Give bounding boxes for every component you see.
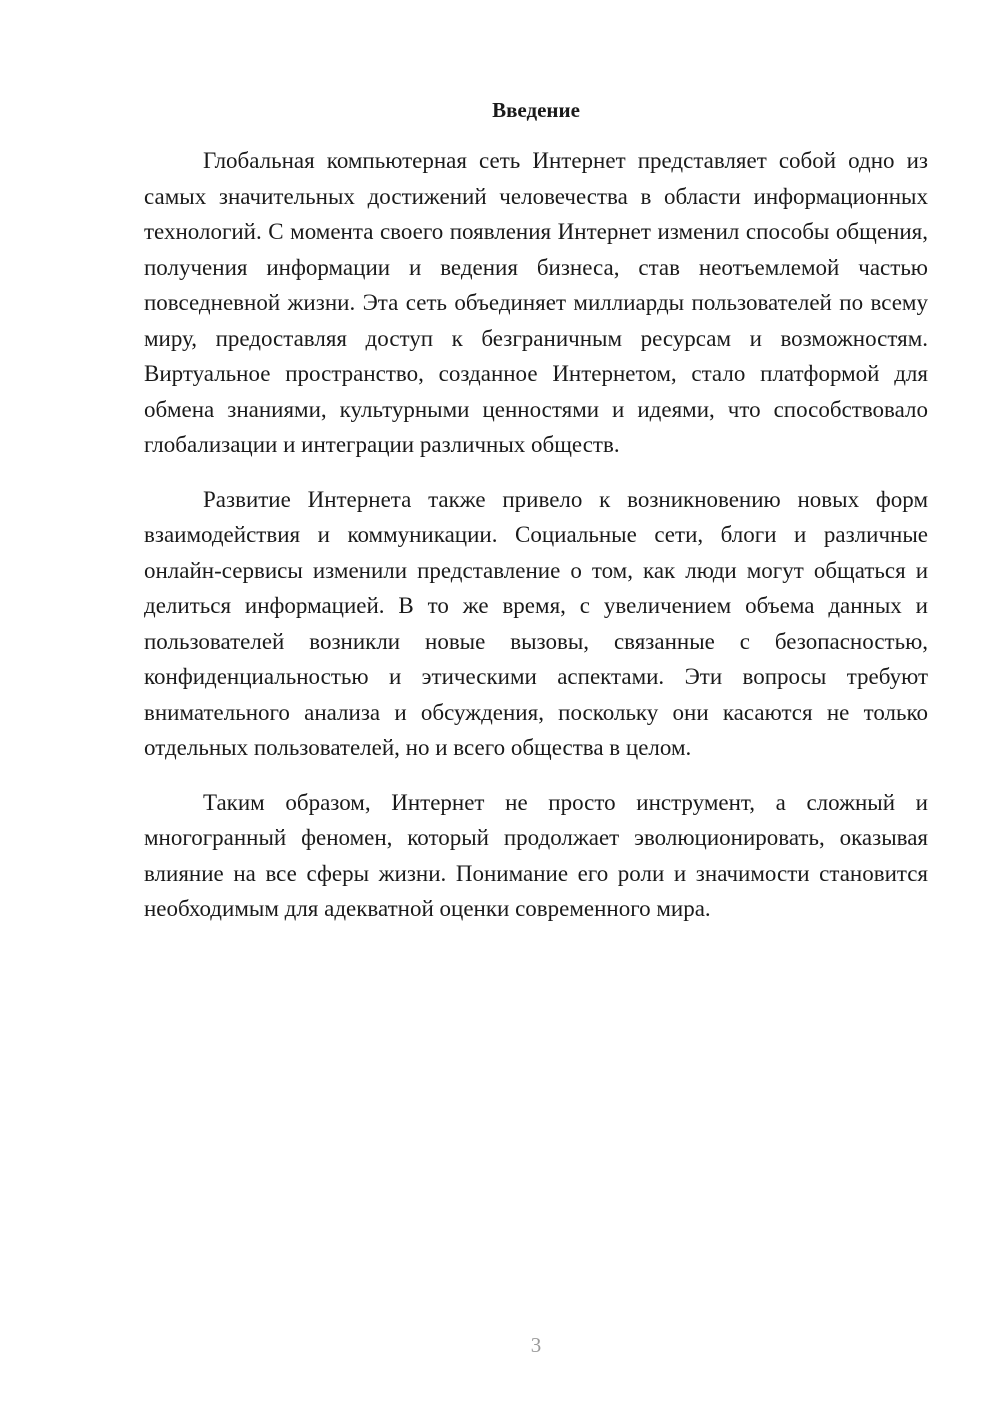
paragraph-3: Таким образом, Интернет не просто инструмент, а сложный и многогранный феномен, который продолжает эволюционировать, оказывая влияние на все сферы жизни. Понимание его роли и значимости становится необходимым для адекватной оценки современного мира. <box>144 789 928 921</box>
page-number: 3 <box>530 1333 542 1357</box>
paragraph-2: Развитие Интернета также привело к возникновению новых форм взаимодействия и коммуникации. Социальные сети, блоги и различные онлайн-сервисы изменили представление о том, как люди могут общаться и делиться информацией. В то же время, с увеличением объема данных и пользователей возникли новые вызовы, связанные с безопасностью, конфиденциальностью и этическими аспектами. Эти вопросы требуют внимательного анализа и обсуждения, поскольку они касаются не только отдельных пользователей, но и всего общества в целом. <box>144 486 928 760</box>
paragraph-1: Глобальная компьютерная сеть Интернет представляет собой одно из самых значительных достижений человечества в области информационных технологий. С момента своего появления Интернет изменил способы общения, получения информации и ведения бизнеса, став неотъемлемой частью повседневной жизни. Эта сеть объединяет миллиарды пользователей по всему миру, предоставляя доступ к безграничным ресурсам и возможностям. Виртуальное пространство, созданное Интернетом, стало платформой для обмена знаниями, культурными ценностями и идеями, что способствовало глобализации и интеграции различных обществ. <box>144 148 928 457</box>
section-heading: Введение <box>492 98 580 122</box>
page-content <box>144 96 928 927</box>
